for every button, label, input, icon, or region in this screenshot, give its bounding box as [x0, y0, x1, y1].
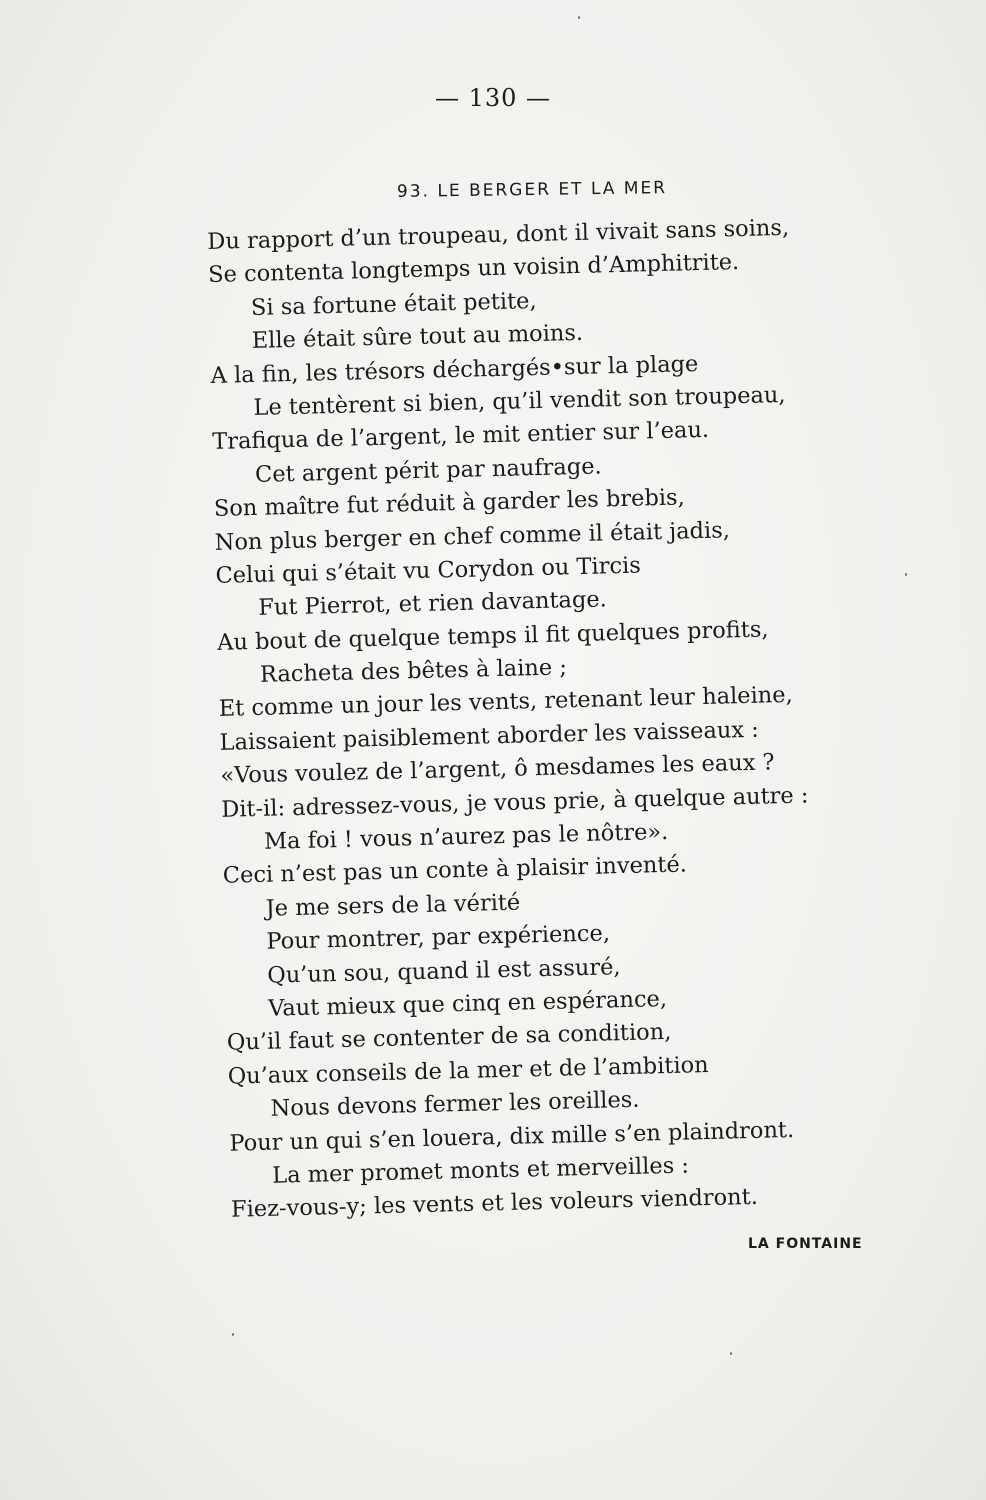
print-speck: [730, 1352, 732, 1355]
page-number: — 130 —: [434, 84, 552, 112]
poem-line: «Vous voulez de l’argent, ô mesdames les eaux ?: [220, 749, 775, 790]
print-speck: [578, 16, 580, 19]
poem-title: 93. LE BERGER ET LA MER: [396, 178, 668, 202]
poem-line: Non plus berger en chef comme il était jadis,: [214, 516, 731, 556]
poem-line: A la fin, les trésors déchargés•sur la plage: [210, 350, 699, 389]
poem-line: Trafiqua de l’argent, le mit entier sur l’eau.: [211, 417, 710, 456]
poem-line: Celui qui s’était vu Corydon ou Tircis: [215, 552, 642, 589]
poem-line: Fut Pierrot, et rien davantage.: [258, 586, 608, 622]
poem-line: La mer promet monts et merveilles :: [271, 1152, 690, 1189]
poem-line: Elle était sûre tout au moins.: [251, 320, 584, 355]
poem-body: [207, 209, 931, 1228]
print-speck: [232, 1333, 234, 1336]
poem-line: Ceci n’est pas un conte à plaisir inventé.: [222, 851, 688, 890]
poem-line: Se contenta longtemps un voisin d’Amphitrite.: [207, 249, 740, 289]
poem-line: Fiez-vous-y; les vents et les voleurs viendront.: [230, 1184, 759, 1224]
print-speck: [905, 573, 907, 576]
poem-line: Le tentèrent si bien, qu’il vendit son troupeau,: [253, 381, 786, 421]
poem-line: Pour un qui s’en louera, dix mille s’en plaindront.: [229, 1116, 795, 1157]
poem-author: LA FONTAINE: [748, 1236, 863, 1252]
poem-line: Qu’il faut se contenter de sa condition,: [226, 1019, 672, 1057]
poem-line: Si sa fortune était petite,: [250, 287, 537, 321]
poem-line: Son maître fut réduit à garder les brebis,: [213, 484, 686, 523]
poem-line: Et comme un jour les vents, retenant leur haleine,: [218, 682, 794, 723]
poem-line: Racheta des bêtes à laine ;: [259, 654, 568, 688]
poem-line: Au bout de quelque temps il fit quelques profits,: [216, 616, 769, 656]
poem-line: Laissaient paisiblement aborder les vaisseaux :: [219, 716, 760, 756]
poem-line: Du rapport d’un troupeau, dont il vivait sans soins,: [207, 214, 790, 255]
poem-line: Nous devons fermer les oreilles.: [270, 1086, 640, 1122]
poem-line: Pour montrer, par expérience,: [266, 920, 611, 955]
poem-line: Qu’un sou, quand il est assuré,: [267, 953, 621, 989]
poem-line: Cet argent périt par naufrage.: [254, 453, 602, 488]
poem-line: Ma foi ! vous n’aurez pas le nôtre».: [263, 818, 669, 855]
poem-line: Qu’aux conseils de la mer et de l’ambition: [227, 1051, 709, 1090]
poem-line: Vaut mieux que cinq en espérance,: [267, 985, 668, 1022]
poem-line: Dit-il: adressez-vous, je vous prie, à quelque autre :: [220, 782, 809, 823]
poem-line: Je me sers de la vérité: [265, 889, 521, 922]
